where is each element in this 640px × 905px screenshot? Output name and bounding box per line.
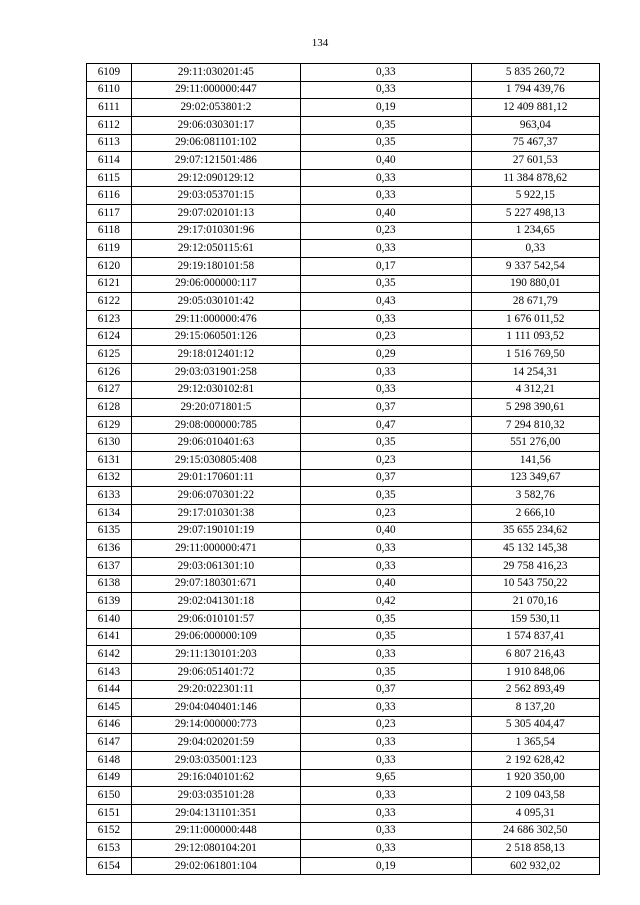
table-row [87, 310, 600, 328]
cadastral-number-cell: 29:04:131101:351 [131, 804, 300, 822]
amount-cell: 2 666,10 [471, 505, 599, 523]
row-number-cell: 6127 [87, 381, 132, 399]
row-number-cell: 6136 [87, 540, 132, 558]
amount-cell: 6 807 216,43 [471, 646, 599, 664]
amount-cell: 2 192 628,42 [471, 751, 599, 769]
cadastral-number-cell: 29:06:000000:109 [131, 628, 300, 646]
amount-cell: 45 132 145,38 [471, 540, 599, 558]
row-number-cell: 6140 [87, 610, 132, 628]
cadastral-number-cell: 29:17:010301:38 [131, 505, 300, 523]
table-row [87, 734, 600, 752]
row-number-cell: 6135 [87, 522, 132, 540]
amount-cell: 27 601,53 [471, 152, 599, 170]
amount-cell: 9 337 542,54 [471, 258, 599, 276]
row-number-cell: 6130 [87, 434, 132, 452]
amount-cell: 1 111 093,52 [471, 328, 599, 346]
row-number-cell: 6128 [87, 399, 132, 417]
rate-cell: 0,47 [300, 416, 471, 434]
cadastral-number-cell: 29:12:030102:81 [131, 381, 300, 399]
cadastral-number-cell: 29:03:061301:10 [131, 557, 300, 575]
amount-cell: 159 530,11 [471, 610, 599, 628]
rate-cell: 0,33 [300, 804, 471, 822]
table-row [87, 346, 600, 364]
rate-cell: 0,23 [300, 222, 471, 240]
table-row [87, 134, 600, 152]
table-row [87, 64, 600, 82]
rate-cell: 0,35 [300, 663, 471, 681]
table-row [87, 434, 600, 452]
row-number-cell: 6141 [87, 628, 132, 646]
rate-cell: 0,33 [300, 363, 471, 381]
rate-cell: 0,33 [300, 310, 471, 328]
cadastral-number-cell: 29:05:030101:42 [131, 293, 300, 311]
amount-cell: 1 365,54 [471, 734, 599, 752]
row-number-cell: 6152 [87, 822, 132, 840]
table-row [87, 822, 600, 840]
cadastral-number-cell: 29:17:010301:96 [131, 222, 300, 240]
table-row [87, 416, 600, 434]
rate-cell: 0,33 [300, 751, 471, 769]
cadastral-number-cell: 29:02:061801:104 [131, 857, 300, 875]
rate-cell: 0,35 [300, 134, 471, 152]
row-number-cell: 6132 [87, 469, 132, 487]
amount-cell: 2 109 043,58 [471, 787, 599, 805]
cadastral-number-cell: 29:06:070301:22 [131, 487, 300, 505]
rate-cell: 0,37 [300, 681, 471, 699]
row-number-cell: 6121 [87, 275, 132, 293]
table-row [87, 293, 600, 311]
data-table [86, 63, 600, 875]
table-row [87, 240, 600, 258]
table-row [87, 840, 600, 858]
table-row [87, 469, 600, 487]
cadastral-number-cell: 29:06:010401:63 [131, 434, 300, 452]
amount-cell: 1 516 769,50 [471, 346, 599, 364]
rate-cell: 0,33 [300, 187, 471, 205]
rate-cell: 0,23 [300, 452, 471, 470]
rate-cell: 0,29 [300, 346, 471, 364]
row-number-cell: 6144 [87, 681, 132, 699]
cadastral-number-cell: 29:07:180301:671 [131, 575, 300, 593]
amount-cell: 2 518 858,13 [471, 840, 599, 858]
cadastral-number-cell: 29:19:180101:58 [131, 258, 300, 276]
table-row [87, 646, 600, 664]
rate-cell: 0,33 [300, 81, 471, 99]
cadastral-number-cell: 29:02:041301:18 [131, 593, 300, 611]
table-row [87, 540, 600, 558]
cadastral-number-cell: 29:18:012401:12 [131, 346, 300, 364]
amount-cell: 1 234,65 [471, 222, 599, 240]
cadastral-number-cell: 29:12:050115:61 [131, 240, 300, 258]
cadastral-number-cell: 29:06:030301:17 [131, 116, 300, 134]
cadastral-number-cell: 29:07:020101:13 [131, 205, 300, 223]
cadastral-number-cell: 29:11:000000:476 [131, 310, 300, 328]
table-row [87, 222, 600, 240]
row-number-cell: 6142 [87, 646, 132, 664]
amount-cell: 963,04 [471, 116, 599, 134]
table-row [87, 381, 600, 399]
rate-cell: 0,42 [300, 593, 471, 611]
rate-cell: 0,37 [300, 399, 471, 417]
row-number-cell: 6134 [87, 505, 132, 523]
table-row [87, 99, 600, 117]
row-number-cell: 6150 [87, 787, 132, 805]
amount-cell: 14 254,31 [471, 363, 599, 381]
amount-cell: 10 543 750,22 [471, 575, 599, 593]
row-number-cell: 6124 [87, 328, 132, 346]
cadastral-number-cell: 29:01:170601:11 [131, 469, 300, 487]
row-number-cell: 6138 [87, 575, 132, 593]
table-row [87, 804, 600, 822]
row-number-cell: 6122 [87, 293, 132, 311]
row-number-cell: 6153 [87, 840, 132, 858]
rate-cell: 0,35 [300, 434, 471, 452]
amount-cell: 5 922,15 [471, 187, 599, 205]
table-row [87, 663, 600, 681]
rate-cell: 0,33 [300, 699, 471, 717]
amount-cell: 4 312,21 [471, 381, 599, 399]
rate-cell: 0,19 [300, 857, 471, 875]
row-number-cell: 6120 [87, 258, 132, 276]
row-number-cell: 6118 [87, 222, 132, 240]
row-number-cell: 6151 [87, 804, 132, 822]
amount-cell: 1 794 439,76 [471, 81, 599, 99]
row-number-cell: 6154 [87, 857, 132, 875]
row-number-cell: 6133 [87, 487, 132, 505]
cadastral-number-cell: 29:20:022301:11 [131, 681, 300, 699]
amount-cell: 5 298 390,61 [471, 399, 599, 417]
amount-cell: 1 676 011,52 [471, 310, 599, 328]
table-row [87, 152, 600, 170]
amount-cell: 35 655 234,62 [471, 522, 599, 540]
table-row [87, 169, 600, 187]
amount-cell: 1 920 350,00 [471, 769, 599, 787]
rate-cell: 0,23 [300, 505, 471, 523]
table-row [87, 557, 600, 575]
row-number-cell: 6125 [87, 346, 132, 364]
amount-cell: 141,56 [471, 452, 599, 470]
amount-cell: 75 467,37 [471, 134, 599, 152]
cadastral-number-cell: 29:06:010101:57 [131, 610, 300, 628]
row-number-cell: 6114 [87, 152, 132, 170]
cadastral-number-cell: 29:11:000000:471 [131, 540, 300, 558]
amount-cell: 29 758 416,23 [471, 557, 599, 575]
rate-cell: 9,65 [300, 769, 471, 787]
row-number-cell: 6149 [87, 769, 132, 787]
rate-cell: 0,23 [300, 328, 471, 346]
rate-cell: 0,19 [300, 99, 471, 117]
table-row [87, 205, 600, 223]
table-row [87, 275, 600, 293]
cadastral-number-cell: 29:14:000000:773 [131, 716, 300, 734]
rate-cell: 0,40 [300, 205, 471, 223]
cadastral-number-cell: 29:02:053801:2 [131, 99, 300, 117]
table-row [87, 575, 600, 593]
table-row [87, 610, 600, 628]
rate-cell: 0,23 [300, 716, 471, 734]
rate-cell: 0,33 [300, 169, 471, 187]
rate-cell: 0,35 [300, 628, 471, 646]
row-number-cell: 6147 [87, 734, 132, 752]
table-row [87, 681, 600, 699]
row-number-cell: 6119 [87, 240, 132, 258]
amount-cell: 190 880,01 [471, 275, 599, 293]
amount-cell: 1 574 837,41 [471, 628, 599, 646]
rate-cell: 0,33 [300, 557, 471, 575]
cadastral-number-cell: 29:12:080104:201 [131, 840, 300, 858]
table-body [87, 64, 600, 875]
row-number-cell: 6145 [87, 699, 132, 717]
amount-cell: 4 095,31 [471, 804, 599, 822]
row-number-cell: 6126 [87, 363, 132, 381]
row-number-cell: 6139 [87, 593, 132, 611]
table-row [87, 505, 600, 523]
amount-cell: 7 294 810,32 [471, 416, 599, 434]
cadastral-number-cell: 29:03:053701:15 [131, 187, 300, 205]
table-row [87, 399, 600, 417]
amount-cell: 11 384 878,62 [471, 169, 599, 187]
row-number-cell: 6115 [87, 169, 132, 187]
cadastral-number-cell: 29:11:130101:203 [131, 646, 300, 664]
table-row [87, 487, 600, 505]
table-row [87, 258, 600, 276]
cadastral-number-cell: 29:11:000000:447 [131, 81, 300, 99]
cadastral-number-cell: 29:16:040101:62 [131, 769, 300, 787]
cadastral-number-cell: 29:03:031901:258 [131, 363, 300, 381]
row-number-cell: 6110 [87, 81, 132, 99]
amount-cell: 21 070,16 [471, 593, 599, 611]
rate-cell: 0,33 [300, 646, 471, 664]
table-row [87, 628, 600, 646]
table-row [87, 187, 600, 205]
table-row [87, 593, 600, 611]
rate-cell: 0,33 [300, 734, 471, 752]
table-row [87, 81, 600, 99]
amount-cell: 28 671,79 [471, 293, 599, 311]
rate-cell: 0,35 [300, 610, 471, 628]
cadastral-number-cell: 29:03:035101:28 [131, 787, 300, 805]
table-row [87, 116, 600, 134]
row-number-cell: 6116 [87, 187, 132, 205]
rate-cell: 0,33 [300, 787, 471, 805]
table-row [87, 363, 600, 381]
amount-cell: 8 137,20 [471, 699, 599, 717]
cadastral-number-cell: 29:07:190101:19 [131, 522, 300, 540]
cadastral-number-cell: 29:04:040401:146 [131, 699, 300, 717]
page-number: 134 [311, 37, 329, 49]
table-row [87, 769, 600, 787]
cadastral-number-cell: 29:06:081101:102 [131, 134, 300, 152]
amount-cell: 2 562 893,49 [471, 681, 599, 699]
rate-cell: 0,40 [300, 152, 471, 170]
rate-cell: 0,35 [300, 487, 471, 505]
rate-cell: 0,35 [300, 116, 471, 134]
cadastral-number-cell: 29:11:000000:448 [131, 822, 300, 840]
row-number-cell: 6137 [87, 557, 132, 575]
cadastral-number-cell: 29:20:071801:5 [131, 399, 300, 417]
amount-cell: 0,33 [471, 240, 599, 258]
table-row [87, 751, 600, 769]
cadastral-number-cell: 29:07:121501:486 [131, 152, 300, 170]
row-number-cell: 6143 [87, 663, 132, 681]
rate-cell: 0,33 [300, 540, 471, 558]
amount-cell: 5 227 498,13 [471, 205, 599, 223]
rate-cell: 0,40 [300, 522, 471, 540]
cadastral-number-cell: 29:06:051401:72 [131, 663, 300, 681]
amount-cell: 123 349,67 [471, 469, 599, 487]
table-row [87, 787, 600, 805]
row-number-cell: 6123 [87, 310, 132, 328]
amount-cell: 12 409 881,12 [471, 99, 599, 117]
row-number-cell: 6112 [87, 116, 132, 134]
cadastral-number-cell: 29:15:030805:408 [131, 452, 300, 470]
cadastral-number-cell: 29:08:000000:785 [131, 416, 300, 434]
amount-cell: 602 932,02 [471, 857, 599, 875]
amount-cell: 3 582,76 [471, 487, 599, 505]
rate-cell: 0,17 [300, 258, 471, 276]
table-row [87, 522, 600, 540]
rate-cell: 0,33 [300, 822, 471, 840]
amount-cell: 5 835 260,72 [471, 64, 599, 82]
row-number-cell: 6146 [87, 716, 132, 734]
rate-cell: 0,33 [300, 64, 471, 82]
row-number-cell: 6117 [87, 205, 132, 223]
rate-cell: 0,33 [300, 840, 471, 858]
table-row [87, 716, 600, 734]
rate-cell: 0,43 [300, 293, 471, 311]
rate-cell: 0,35 [300, 275, 471, 293]
cadastral-number-cell: 29:06:000000:117 [131, 275, 300, 293]
amount-cell: 24 686 302,50 [471, 822, 599, 840]
cadastral-number-cell: 29:04:020201:59 [131, 734, 300, 752]
cadastral-number-cell: 29:15:060501:126 [131, 328, 300, 346]
table-row [87, 328, 600, 346]
table-row [87, 452, 600, 470]
row-number-cell: 6111 [87, 99, 132, 117]
row-number-cell: 6113 [87, 134, 132, 152]
row-number-cell: 6109 [87, 64, 132, 82]
cadastral-number-cell: 29:03:035001:123 [131, 751, 300, 769]
amount-cell: 5 305 404,47 [471, 716, 599, 734]
cadastral-number-cell: 29:12:090129:12 [131, 169, 300, 187]
rate-cell: 0,33 [300, 381, 471, 399]
row-number-cell: 6148 [87, 751, 132, 769]
row-number-cell: 6129 [87, 416, 132, 434]
rate-cell: 0,37 [300, 469, 471, 487]
amount-cell: 551 276,00 [471, 434, 599, 452]
row-number-cell: 6131 [87, 452, 132, 470]
table-row [87, 857, 600, 875]
rate-cell: 0,33 [300, 240, 471, 258]
amount-cell: 1 910 848,06 [471, 663, 599, 681]
table-row [87, 699, 600, 717]
rate-cell: 0,40 [300, 575, 471, 593]
cadastral-number-cell: 29:11:030201:45 [131, 64, 300, 82]
